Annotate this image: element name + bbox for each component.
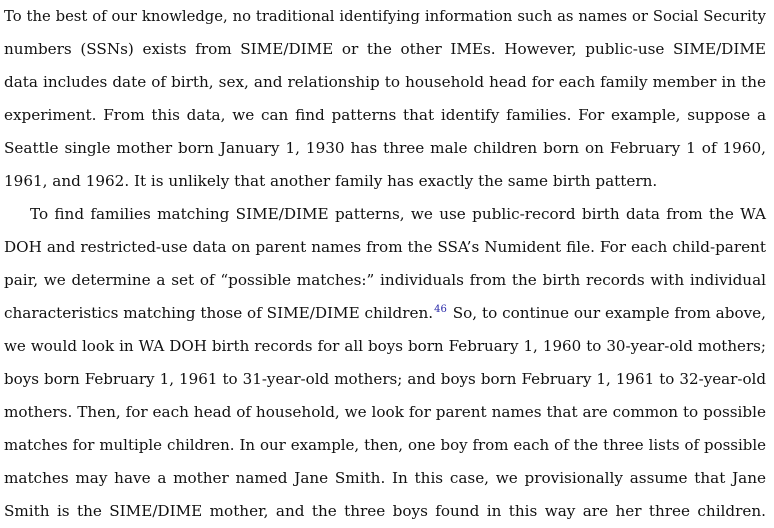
text-line: mothers. Then, for each head of household, we look for parent names that are common to possible <box>4 403 766 421</box>
text-line: matches may have a mother named Jane Smith. In this case, we provisionally assume that Jane <box>4 469 766 487</box>
text-line: we would look in WA DOH birth records for all boys born February 1, 1960 to 30-year-old mothers; <box>4 337 766 355</box>
text-line: DOH and restricted-use data on parent names from the SSA’s Numident file. For each child-parent <box>4 238 766 256</box>
text-line: data includes date of birth, sex, and relationship to household head for each family member in the <box>4 73 766 91</box>
text-line: experiment. From this data, we can find patterns that identify families. For example, suppose a <box>4 106 766 124</box>
text-line: numbers (SSNs) exists from SIME/DIME or the other IMEs. However, public-use SIME/DIME <box>4 40 766 58</box>
text-line: 1961, and 1962. It is unlikely that another family has exactly the same birth pattern. <box>4 172 658 190</box>
text-line-with-footnote <box>4 297 766 330</box>
text-segment: So, to continue our example from above, <box>452 304 766 322</box>
text-line: pair, we determine a set of “possible matches:” individuals from the birth records with individual <box>4 271 766 289</box>
text-line: matches for multiple children. In our example, then, one boy from each of the three lists of possible <box>4 436 766 454</box>
text-line: Seattle single mother born January 1, 1930 has three male children born on February 1 of 1960, <box>4 139 766 157</box>
paragraph-2 <box>4 198 766 528</box>
text-segment: characteristics matching those of SIME/DIME children. <box>4 304 434 322</box>
text-line: To find families matching SIME/DIME patterns, we use public-record birth data from the WA <box>30 205 766 223</box>
text-line: Smith is the SIME/DIME mother, and the three boys found in this way are her three children. <box>4 502 766 520</box>
paragraph-1 <box>4 0 766 198</box>
paper-page <box>4 0 766 528</box>
text-line: boys born February 1, 1961 to 31-year-old mothers; and boys born February 1, 1961 to 32-year-old <box>4 370 766 388</box>
text-line: To the best of our knowledge, no traditional identifying information such as names or Social Security <box>4 8 766 25</box>
footnote-link[interactable]: 46 <box>434 304 447 315</box>
